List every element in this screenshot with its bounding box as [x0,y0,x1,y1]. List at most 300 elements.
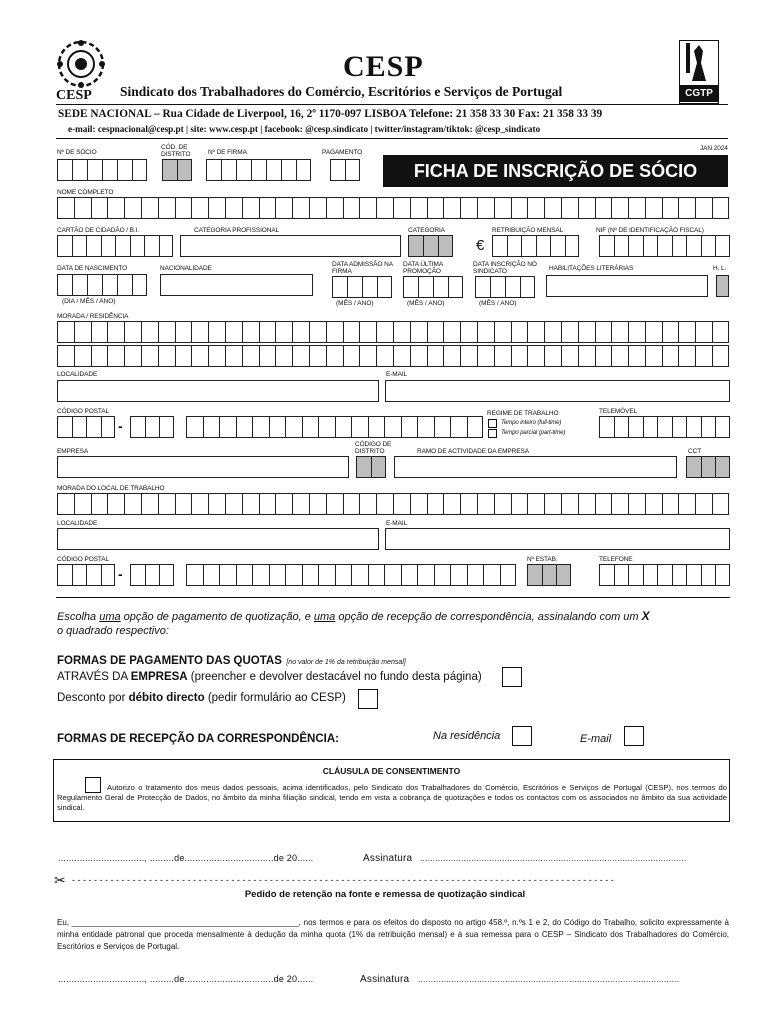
char-cell[interactable] [242,321,259,343]
char-cell[interactable] [208,321,225,343]
cp3-field[interactable] [130,416,174,438]
char-cell[interactable] [645,493,662,515]
char-cell[interactable] [611,493,628,515]
char-cell[interactable] [443,321,460,343]
char-cell[interactable] [701,235,716,257]
char-cell[interactable] [335,416,352,438]
char-cell[interactable] [368,416,385,438]
char-cell[interactable] [393,321,410,343]
char-cell[interactable] [712,197,729,219]
char-cell[interactable] [527,197,544,219]
char-cell[interactable] [309,345,326,367]
char-cell[interactable] [511,493,528,515]
char-cell[interactable] [477,321,494,343]
char-cell[interactable] [527,493,544,515]
char-cell[interactable] [318,564,335,586]
char-cell[interactable] [417,416,434,438]
char-cell[interactable] [203,416,220,438]
char-cell[interactable] [292,345,309,367]
char-cell[interactable] [345,159,360,181]
char-cell[interactable] [686,564,701,586]
char-cell[interactable] [309,493,326,515]
char-cell[interactable] [145,416,160,438]
cp3-trabalho-field[interactable] [130,564,174,586]
char-cell[interactable] [561,345,578,367]
char-cell[interactable] [72,159,87,181]
char-cell[interactable] [285,416,302,438]
char-cell[interactable] [225,345,242,367]
admissao-field[interactable] [332,276,392,298]
char-cell[interactable] [460,345,477,367]
char-cell[interactable] [678,197,695,219]
char-cell[interactable] [542,564,557,586]
char-cell[interactable] [302,416,319,438]
char-cell[interactable] [578,321,595,343]
char-cell[interactable] [144,235,159,257]
char-cell[interactable] [57,564,72,586]
char-cell[interactable] [467,416,484,438]
char-cell[interactable] [242,493,259,515]
char-cell[interactable] [544,493,561,515]
char-cell[interactable] [362,276,377,298]
char-cell[interactable] [376,493,393,515]
char-cell[interactable] [578,345,595,367]
char-cell[interactable] [132,159,147,181]
char-cell[interactable] [521,235,536,257]
char-cell[interactable] [701,456,716,478]
char-cell[interactable] [544,321,561,343]
char-cell[interactable] [645,197,662,219]
char-cell[interactable] [87,159,102,181]
char-cell[interactable] [662,493,679,515]
char-cell[interactable] [477,493,494,515]
char-cell[interactable] [536,235,551,257]
char-cell[interactable] [595,197,612,219]
char-cell[interactable] [628,321,645,343]
part-time-checkbox[interactable] [488,429,497,438]
char-cell[interactable] [662,321,679,343]
char-cell[interactable] [376,321,393,343]
char-cell[interactable] [191,345,208,367]
char-cell[interactable] [252,564,269,586]
cod-distrito-field[interactable] [162,159,192,181]
localidade-field[interactable] [57,380,379,402]
char-cell[interactable] [401,564,418,586]
char-cell[interactable] [712,493,729,515]
char-cell[interactable] [359,493,376,515]
char-cell[interactable] [438,235,453,257]
char-cell[interactable] [410,345,427,367]
char-cell[interactable] [87,274,102,296]
char-cell[interactable] [614,416,629,438]
char-cell[interactable] [219,416,236,438]
char-cell[interactable] [686,235,701,257]
char-cell[interactable] [91,321,108,343]
char-cell[interactable] [309,321,326,343]
char-cell[interactable] [376,197,393,219]
empresa-field[interactable] [57,456,349,478]
char-cell[interactable] [101,235,116,257]
char-cell[interactable] [356,456,371,478]
char-cell[interactable] [371,456,386,478]
char-cell[interactable] [124,345,141,367]
char-cell[interactable] [393,197,410,219]
char-cell[interactable] [236,159,251,181]
char-cell[interactable] [251,159,266,181]
char-cell[interactable] [578,493,595,515]
char-cell[interactable] [628,493,645,515]
char-cell[interactable] [443,493,460,515]
char-cell[interactable] [410,197,427,219]
char-cell[interactable] [701,416,716,438]
char-cell[interactable] [175,345,192,367]
char-cell[interactable] [72,274,87,296]
char-cell[interactable] [259,321,276,343]
char-cell[interactable] [130,564,145,586]
char-cell[interactable] [208,493,225,515]
char-cell[interactable] [712,321,729,343]
char-cell[interactable] [408,235,423,257]
char-cell[interactable] [236,416,253,438]
char-cell[interactable] [384,416,401,438]
char-cell[interactable] [359,321,376,343]
char-cell[interactable] [74,345,91,367]
char-cell[interactable] [678,493,695,515]
char-cell[interactable] [712,345,729,367]
char-cell[interactable] [662,197,679,219]
habilitacoes-field[interactable] [546,275,708,297]
char-cell[interactable] [343,345,360,367]
char-cell[interactable] [645,345,662,367]
char-cell[interactable] [410,321,427,343]
char-cell[interactable] [259,493,276,515]
char-cell[interactable] [101,416,116,438]
char-cell[interactable] [117,159,132,181]
retribuicao-field[interactable] [492,235,579,257]
char-cell[interactable] [158,493,175,515]
firma-field[interactable] [206,159,311,181]
char-cell[interactable] [343,493,360,515]
char-cell[interactable] [101,564,116,586]
char-cell[interactable] [628,197,645,219]
char-cell[interactable] [433,276,448,298]
char-cell[interactable] [141,345,158,367]
char-cell[interactable] [57,321,74,343]
char-cell[interactable] [225,321,242,343]
char-cell[interactable] [269,416,286,438]
char-cell[interactable] [595,345,612,367]
char-cell[interactable] [259,345,276,367]
char-cell[interactable] [715,235,730,257]
char-cell[interactable] [614,235,629,257]
char-cell[interactable] [477,345,494,367]
cp4-field[interactable] [57,416,115,438]
char-cell[interactable] [130,416,145,438]
char-cell[interactable] [141,493,158,515]
char-cell[interactable] [695,493,712,515]
promocao-field[interactable] [403,276,463,298]
char-cell[interactable] [326,493,343,515]
char-cell[interactable] [326,197,343,219]
char-cell[interactable] [57,197,74,219]
char-cell[interactable] [57,345,74,367]
char-cell[interactable] [628,416,643,438]
char-cell[interactable] [423,235,438,257]
char-cell[interactable] [599,235,614,257]
char-cell[interactable] [269,564,286,586]
char-cell[interactable] [417,564,434,586]
char-cell[interactable] [418,276,433,298]
char-cell[interactable] [86,564,101,586]
char-cell[interactable] [275,197,292,219]
char-cell[interactable] [86,416,101,438]
char-cell[interactable] [186,416,203,438]
char-cell[interactable] [490,276,505,298]
char-cell[interactable] [460,493,477,515]
char-cell[interactable] [225,197,242,219]
char-cell[interactable] [393,493,410,515]
char-cell[interactable] [701,564,716,586]
char-cell[interactable] [252,416,269,438]
char-cell[interactable] [494,493,511,515]
inscricao-field[interactable] [475,276,535,298]
char-cell[interactable] [302,564,319,586]
char-cell[interactable] [343,321,360,343]
char-cell[interactable] [672,416,687,438]
char-cell[interactable] [175,321,192,343]
char-cell[interactable] [595,493,612,515]
char-cell[interactable] [544,345,561,367]
nascimento-field[interactable] [57,274,147,296]
char-cell[interactable] [678,321,695,343]
char-cell[interactable] [203,564,220,586]
char-cell[interactable] [628,345,645,367]
char-cell[interactable] [72,235,87,257]
char-cell[interactable] [505,276,520,298]
char-cell[interactable] [186,564,203,586]
char-cell[interactable] [191,321,208,343]
char-cell[interactable] [225,493,242,515]
char-cell[interactable] [492,235,507,257]
hl-field[interactable] [716,275,729,297]
char-cell[interactable] [527,564,542,586]
char-cell[interactable] [715,416,730,438]
char-cell[interactable] [242,345,259,367]
char-cell[interactable] [443,345,460,367]
char-cell[interactable] [145,564,160,586]
char-cell[interactable] [309,197,326,219]
char-cell[interactable] [595,321,612,343]
char-cell[interactable] [460,321,477,343]
char-cell[interactable] [427,493,444,515]
char-cell[interactable] [376,345,393,367]
char-cell[interactable] [561,321,578,343]
char-cell[interactable] [611,321,628,343]
char-cell[interactable] [292,493,309,515]
full-time-checkbox[interactable] [488,419,497,428]
email-field[interactable] [385,380,730,402]
char-cell[interactable] [175,197,192,219]
nacionalidade-field[interactable] [160,274,313,296]
char-cell[interactable] [351,416,368,438]
char-cell[interactable] [107,197,124,219]
char-cell[interactable] [672,235,687,257]
detachable-place-date[interactable]: ................................, .........de.................................de 20...... [58,974,314,984]
char-cell[interactable] [124,493,141,515]
char-cell[interactable] [643,235,658,257]
categoria-field[interactable] [408,235,453,257]
char-cell[interactable] [158,197,175,219]
char-cell[interactable] [91,493,108,515]
char-cell[interactable] [74,321,91,343]
cc-field[interactable] [57,235,173,257]
char-cell[interactable] [434,416,451,438]
char-cell[interactable] [662,345,679,367]
char-cell[interactable] [326,345,343,367]
char-cell[interactable] [292,321,309,343]
signature-line[interactable]: ........................................................................................................ [420,853,687,863]
char-cell[interactable] [191,493,208,515]
signature-place-date[interactable]: ................................, .........de.................................de 20...... [58,853,314,863]
cat-prof-field[interactable] [180,235,401,257]
char-cell[interactable] [275,345,292,367]
email-trabalho-field[interactable] [385,528,730,550]
char-cell[interactable] [643,564,658,586]
char-cell[interactable] [330,159,345,181]
char-cell[interactable] [115,235,130,257]
char-cell[interactable] [191,197,208,219]
telemovel-field[interactable] [599,416,730,438]
char-cell[interactable] [599,564,614,586]
char-cell[interactable] [359,197,376,219]
char-cell[interactable] [403,276,418,298]
char-cell[interactable] [281,159,296,181]
char-cell[interactable] [467,564,484,586]
char-cell[interactable] [401,416,418,438]
char-cell[interactable] [141,197,158,219]
estab-field[interactable] [527,564,571,586]
char-cell[interactable] [715,456,730,478]
char-cell[interactable] [450,416,467,438]
char-cell[interactable] [520,276,535,298]
char-cell[interactable] [686,456,701,478]
char-cell[interactable] [527,345,544,367]
char-cell[interactable] [434,564,451,586]
char-cell[interactable] [141,321,158,343]
char-cell[interactable] [443,197,460,219]
char-cell[interactable] [511,197,528,219]
cp4-trabalho-field[interactable] [57,564,115,586]
char-cell[interactable] [544,197,561,219]
char-cell[interactable] [628,235,643,257]
char-cell[interactable] [159,564,174,586]
char-cell[interactable] [427,345,444,367]
char-cell[interactable] [561,493,578,515]
char-cell[interactable] [477,197,494,219]
char-cell[interactable] [410,493,427,515]
cp-localidade-field[interactable] [186,416,483,438]
char-cell[interactable] [628,564,643,586]
char-cell[interactable] [208,197,225,219]
char-cell[interactable] [599,416,614,438]
char-cell[interactable] [219,564,236,586]
char-cell[interactable] [57,159,72,181]
char-cell[interactable] [242,197,259,219]
nome-field[interactable] [57,197,729,219]
char-cell[interactable] [695,321,712,343]
char-cell[interactable] [556,564,571,586]
char-cell[interactable] [57,416,72,438]
nif-field[interactable] [599,235,730,257]
morada-field-row2[interactable] [57,345,729,367]
char-cell[interactable] [159,235,174,257]
char-cell[interactable] [57,274,72,296]
socio-field[interactable] [57,159,147,181]
char-cell[interactable] [124,197,141,219]
char-cell[interactable] [657,235,672,257]
char-cell[interactable] [102,274,117,296]
char-cell[interactable] [578,197,595,219]
char-cell[interactable] [507,235,522,257]
telefone-field[interactable] [599,564,730,586]
char-cell[interactable] [611,345,628,367]
char-cell[interactable] [494,321,511,343]
char-cell[interactable] [678,345,695,367]
char-cell[interactable] [86,235,101,257]
char-cell[interactable] [102,159,117,181]
char-cell[interactable] [494,345,511,367]
char-cell[interactable] [159,416,174,438]
char-cell[interactable] [695,197,712,219]
char-cell[interactable] [124,321,141,343]
detachable-signature-line[interactable]: ...................................................................................................... [418,974,680,984]
char-cell[interactable] [643,416,658,438]
char-cell[interactable] [645,321,662,343]
char-cell[interactable] [460,197,477,219]
empresa-checkbox[interactable] [502,667,522,687]
char-cell[interactable] [657,416,672,438]
char-cell[interactable] [158,321,175,343]
char-cell[interactable] [296,159,311,181]
char-cell[interactable] [427,321,444,343]
residencia-checkbox[interactable] [512,726,532,746]
char-cell[interactable] [74,493,91,515]
char-cell[interactable] [57,493,74,515]
char-cell[interactable] [686,416,701,438]
char-cell[interactable] [561,197,578,219]
char-cell[interactable] [221,159,236,181]
char-cell[interactable] [368,564,385,586]
char-cell[interactable] [162,159,177,181]
email-checkbox[interactable] [624,726,644,746]
char-cell[interactable] [72,564,87,586]
cct-field[interactable] [686,456,730,478]
char-cell[interactable] [158,345,175,367]
char-cell[interactable] [527,321,544,343]
char-cell[interactable] [715,564,730,586]
char-cell[interactable] [130,235,145,257]
char-cell[interactable] [177,159,192,181]
ramo-field[interactable] [394,456,677,478]
char-cell[interactable] [236,564,253,586]
char-cell[interactable] [259,197,276,219]
char-cell[interactable] [427,197,444,219]
char-cell[interactable] [611,197,628,219]
char-cell[interactable] [347,276,362,298]
char-cell[interactable] [285,564,302,586]
char-cell[interactable] [208,345,225,367]
char-cell[interactable] [332,276,347,298]
